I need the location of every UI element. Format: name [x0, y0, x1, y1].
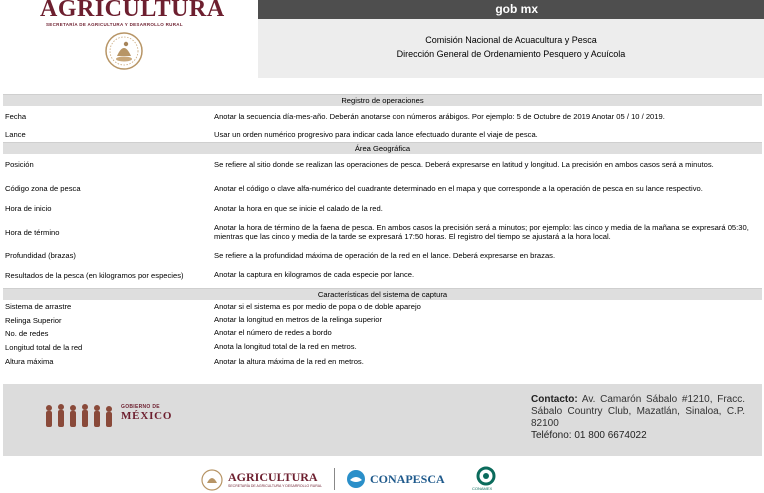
row-definition: Anotar el número de redes a bordo	[214, 328, 332, 338]
contact-phone: Teléfono: 01 800 6674022	[531, 430, 647, 441]
row-definition: Anotar el código o clave alfa-numérico del cuadrante determinado en el mapa y que corresponde a la operación de pesca en su lance respectivo.	[214, 183, 703, 193]
section-header: Área Geográfica	[3, 142, 762, 154]
row-term: Sistema de arrastre	[5, 302, 72, 311]
row-definition: Anotar la altura máxima de la red en metros.	[214, 356, 364, 366]
table-row	[3, 202, 762, 216]
table-row	[3, 176, 762, 202]
table-row	[3, 128, 762, 142]
table-row	[3, 106, 762, 128]
section-header: Características del sistema de captura	[3, 288, 762, 300]
table-row	[3, 300, 762, 314]
table-row	[3, 154, 762, 176]
table-row	[3, 216, 762, 249]
row-term: Posición	[5, 160, 34, 169]
agricultura-logo-title: AGRICULTURA	[40, 0, 225, 22]
row-term: Código zona de pesca	[5, 184, 81, 193]
contact-info	[531, 394, 745, 442]
row-term: Lance	[5, 130, 26, 139]
table-row	[3, 327, 762, 340]
bottom-logos	[200, 466, 530, 492]
header-line-2: Dirección General de Ordenamiento Pesquero y Acuícola	[396, 49, 626, 59]
table-row	[3, 249, 762, 263]
conapesca-logo: CONAPESCA	[370, 472, 445, 486]
row-definition: Se refiere al sitio donde se realizan las operaciones de pesca. Deberá expresarse en latitud y longitud. La precisión en ambos casos será a minutos.	[214, 159, 714, 169]
gob-logo-small: GOBIERNO DE	[121, 404, 160, 410]
bottom-agricultura-subtitle: SECRETARÍA DE AGRICULTURA Y DESARROLLO RURAL	[228, 484, 323, 488]
contact-label: Contacto:	[531, 394, 578, 405]
logo-divider	[334, 468, 335, 490]
national-seal-icon	[104, 30, 144, 72]
row-definition: Se refiere a la profundidad máxima de operación de la red en el lance. Deberá expresarse en brazas.	[214, 250, 556, 260]
table-row	[3, 340, 762, 355]
row-definition: Usar un orden numérico progresivo para indicar cada lance efectuado durante el viaje de pesca.	[214, 129, 538, 139]
row-term: Hora de término	[5, 227, 60, 237]
table-row	[3, 355, 762, 369]
row-definition: Anotar la hora de término de la faena de pesca. En ambos casos la precisión será a minutos; por ejemplo: las cinco y media de la mañana se expresará 05:30, mientras que las cinco y media de la tarde se expresará 17:50 horas. El registro del tiempo se ajustará a la hora local.	[214, 222, 749, 241]
row-definition: Anotar la secuencia día-mes-año. Deberán anotarse con números arábigos. Por ejemplo: 5 de Octubre de 2019 Anotar 05 / 10 / 2019.	[214, 111, 665, 121]
table-row	[3, 314, 762, 327]
row-term: Hora de inicio	[5, 204, 52, 213]
agricultura-logo-subtitle: SECRETARÍA DE AGRICULTURA Y DESARROLLO RURAL	[46, 22, 183, 27]
gobierno-de-mexico-logo	[121, 404, 172, 422]
row-term: Profundidad (brazas)	[5, 251, 76, 260]
row-definition: Anotar la captura en kilogramos de cada especie por lance.	[214, 270, 415, 280]
row-term: Resultados de la pesca (en kilogramos por especies)	[5, 270, 184, 280]
row-definition: Anotar la hora en que se inicie el calado de la red.	[214, 203, 383, 213]
table-row	[3, 263, 762, 288]
historic-figures-icon	[43, 402, 115, 428]
row-definition: Anota la longitud total de la red en metros.	[214, 342, 357, 352]
header-title-block	[258, 19, 764, 78]
section-header: Registro de operaciones	[3, 94, 762, 106]
instructions-table	[3, 94, 762, 369]
row-term: No. de redes	[5, 328, 49, 338]
row-term: Fecha	[5, 112, 27, 121]
row-term: Relinga Superior	[5, 315, 62, 325]
contact-footer	[3, 384, 762, 456]
row-term: Altura máxima	[5, 357, 54, 366]
row-definition: Anotar la longitud en metros de la relinga superior	[214, 315, 383, 325]
header-line-1: Comisión Nacional de Acuacultura y Pesca	[425, 35, 597, 45]
bottom-agricultura-logo: AGRICULTURA	[228, 470, 318, 484]
gobmx-brand: gob mx	[495, 2, 538, 16]
row-term: Longitud total de la red	[5, 342, 83, 352]
gobmx-topbar	[258, 0, 764, 19]
conamex-logo-text: CONAMEX	[472, 486, 493, 491]
conapesca-fish-icon	[346, 469, 366, 489]
agricultura-seal-icon	[200, 468, 224, 492]
header-logo-area	[0, 0, 258, 78]
row-definition: Anotar si el sistema es por medio de popa o de doble aparejo	[214, 301, 421, 311]
gob-logo-big: MÉXICO	[121, 410, 173, 422]
contact-address: Av. Camarón Sábalo #1210, Fracc. Sábalo Country Club, Mazatlán, Sinaloa, C.P. 82100	[531, 394, 745, 429]
